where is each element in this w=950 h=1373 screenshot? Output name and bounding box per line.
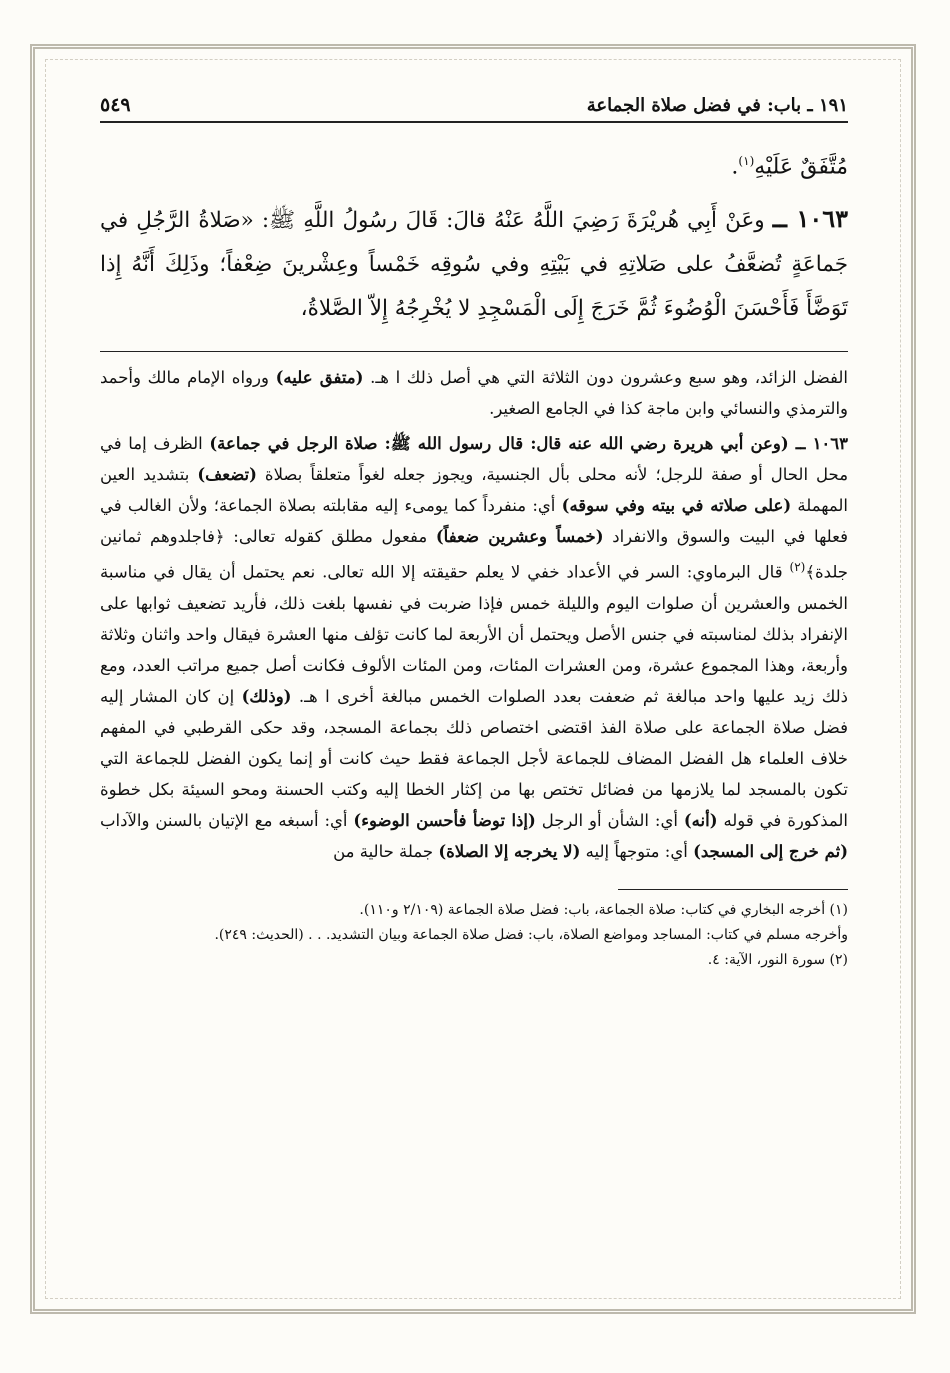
commentary-text: جملة حالية من xyxy=(333,841,434,861)
commentary-paragraph xyxy=(100,362,848,424)
footnote-1-continued: وأخرجه مسلم في كتاب: المساجد ومواضع الصلاة، باب: فضل صلاة الجماعة وبيان التشديد. . . (الحديث: ٢٤٩). xyxy=(214,926,848,943)
commentary-bold: (على صلاته في بيته وفي سوقه) xyxy=(561,496,792,516)
commentary-text: قال البرماوي: السر في الأعداد خفي لا يعلم حقيقته إلا الله تعالى. نعم يحتمل أن يقال في مناسبة الخمس والعشرين أن صلوات اليوم والليلة خمس فإذا ضربت في نفسها بلغت ذلك، فأريد تضعيف ثوابها على الإنفراد بذلك لمناسبته في جنس الأصل ويحتمل أن الأربعة لما كانت تؤلف منها العشرة فيقال واحد واثنان وثلاثة وأربعة، وهذا المجموع عشرة، ومن العشرات المئات، ومن المئات الألوف فكانت أصل جميع مراتب العدد، ومع ذلك زيد عليها واحد مبالغة ثم ضعفت بعدد الصلوات الخمس مبالغة أخرى ا هـ. xyxy=(100,562,848,706)
footnote-2: (٢) سورة النور، الآية: ٤. xyxy=(707,951,848,968)
separator xyxy=(100,351,848,352)
commentary-text: ورواه الإمام مالك وأحمد والترمذي والنسائي وابن ماجة كذا في الجامع الصغير. xyxy=(100,368,848,419)
footnote-ref-1: (١) xyxy=(738,154,755,168)
commentary-text: الفضل الزائد، وهو سبع وعشرون دون الثلاثة التي هي أصل ذلك ا هـ. xyxy=(370,368,849,388)
page-header xyxy=(100,88,848,123)
commentary-text: أي: الشأن أو الرجل xyxy=(541,810,678,830)
page-number: ٥٤٩ xyxy=(100,94,131,116)
chapter-title: ١٩١ ـ باب: في فضل صلاة الجماعة xyxy=(586,95,848,116)
footnotes xyxy=(100,898,848,973)
commentary-text: الظرف إما في محل الحال أو صفة للرجل؛ لأنه محلى بأل الجنسية، ويجوز جعله لغواً متعلقاً بصلاة xyxy=(100,434,849,485)
commentary-bold: (إذا توضأ فأحسن الوضوء) xyxy=(353,810,536,830)
hadith-body: وعَنْ أَبِي هُريْرَةَ رَضِيَ اللَّهُ عَنْهُ قالَ: قَالَ رسُولُ اللَّهِ ﷺ: «صَلاةُ الرَّجُلِ في جَماعَةٍ تُضعَّفُ على صَلاتِهِ في بَيْتِهِ وفي سُوقِه خَمْساً وعِشْرينَ ضِعْفاً؛ وذَلِكَ أَنَّهُ إِذا تَوَضَّأَ فَأَحْسَنَ الْوُضُوءَ ثُمَّ خَرَجَ إِلَى الْمَسْجِدِ لا يُخْرِجُهُ إِلاّ الصَّلاةُ، xyxy=(100,208,848,322)
commentary-text: أي: منفرداً كما يومىء إليه مقابلته بصلاة الجماعة؛ ولأن الغالب في فعلها في البيت والسوق والانفراد xyxy=(100,496,848,547)
commentary-bold: (لا يخرجه إلا الصلاة) xyxy=(438,841,581,861)
hadith-text xyxy=(100,197,848,331)
commentary-bold: (متفق عليه) xyxy=(275,368,364,388)
page xyxy=(100,88,848,1268)
commentary-text: بتشديد العين المهملة xyxy=(100,465,848,516)
commentary-text: أي: أسبغه مع الإتيان بالسنن والآداب xyxy=(100,810,348,830)
hadith-number: ١٠٦٣ ــ xyxy=(772,204,849,234)
commentary-text: إن كان المشار إليه فضل صلاة الجماعة على صلاة الفذ اقتضى اختصاص ذلك بجماعة المسجد، وقد حكى القرطبي في المفهم خلاف العلماء هل الفضل المضاف للجماعة لأجل الجماعة فقط حيث كانت أو إنما يكون الفضل للجماعة التي تكون بالمسجد لما يلازمها من فضائل تختص بها من إكثار الخطا إليه وكتب الحسنة ومحو السيئة بكل خطوة المذكورة في قوله xyxy=(100,686,848,830)
agreed-text: مُتَّفَقٌ عَلَيْهِ xyxy=(754,154,848,180)
commentary-paragraph xyxy=(100,428,848,867)
footnote-ref-2: (٢) xyxy=(789,560,806,575)
footnote-1: (١) أخرجه البخاري في كتاب: صلاة الجماعة، باب: فضل صلاة الجماعة (٢/١٠٩ و١١٠). xyxy=(359,901,848,918)
commentary-bold: (خمساً وعشرين ضعفاً) xyxy=(435,527,604,547)
commentary-bold: (ثم خرج إلى المسجد) xyxy=(693,841,848,861)
commentary-bold: ١٠٦٣ ــ (وعن أبي هريرة رضي الله عنه قال: قال رسول الله ﷺ: صلاة الرجل في جماعة) xyxy=(209,434,849,454)
agreed-end: . xyxy=(731,154,739,180)
footnote-separator xyxy=(618,889,848,890)
commentary-bold: (أنه) xyxy=(683,810,718,830)
commentary-text: أي: متوجهاً إليه xyxy=(585,841,688,861)
commentary-text: مفعول مطلق كقوله تعالى: ﴿فاجلدوهم ثمانين جلدة﴾ xyxy=(100,527,848,582)
commentary xyxy=(100,362,848,867)
commentary-bold: (وذلك) xyxy=(241,686,292,706)
commentary-bold: (تضعف) xyxy=(197,465,257,485)
agreed-line xyxy=(100,145,848,183)
